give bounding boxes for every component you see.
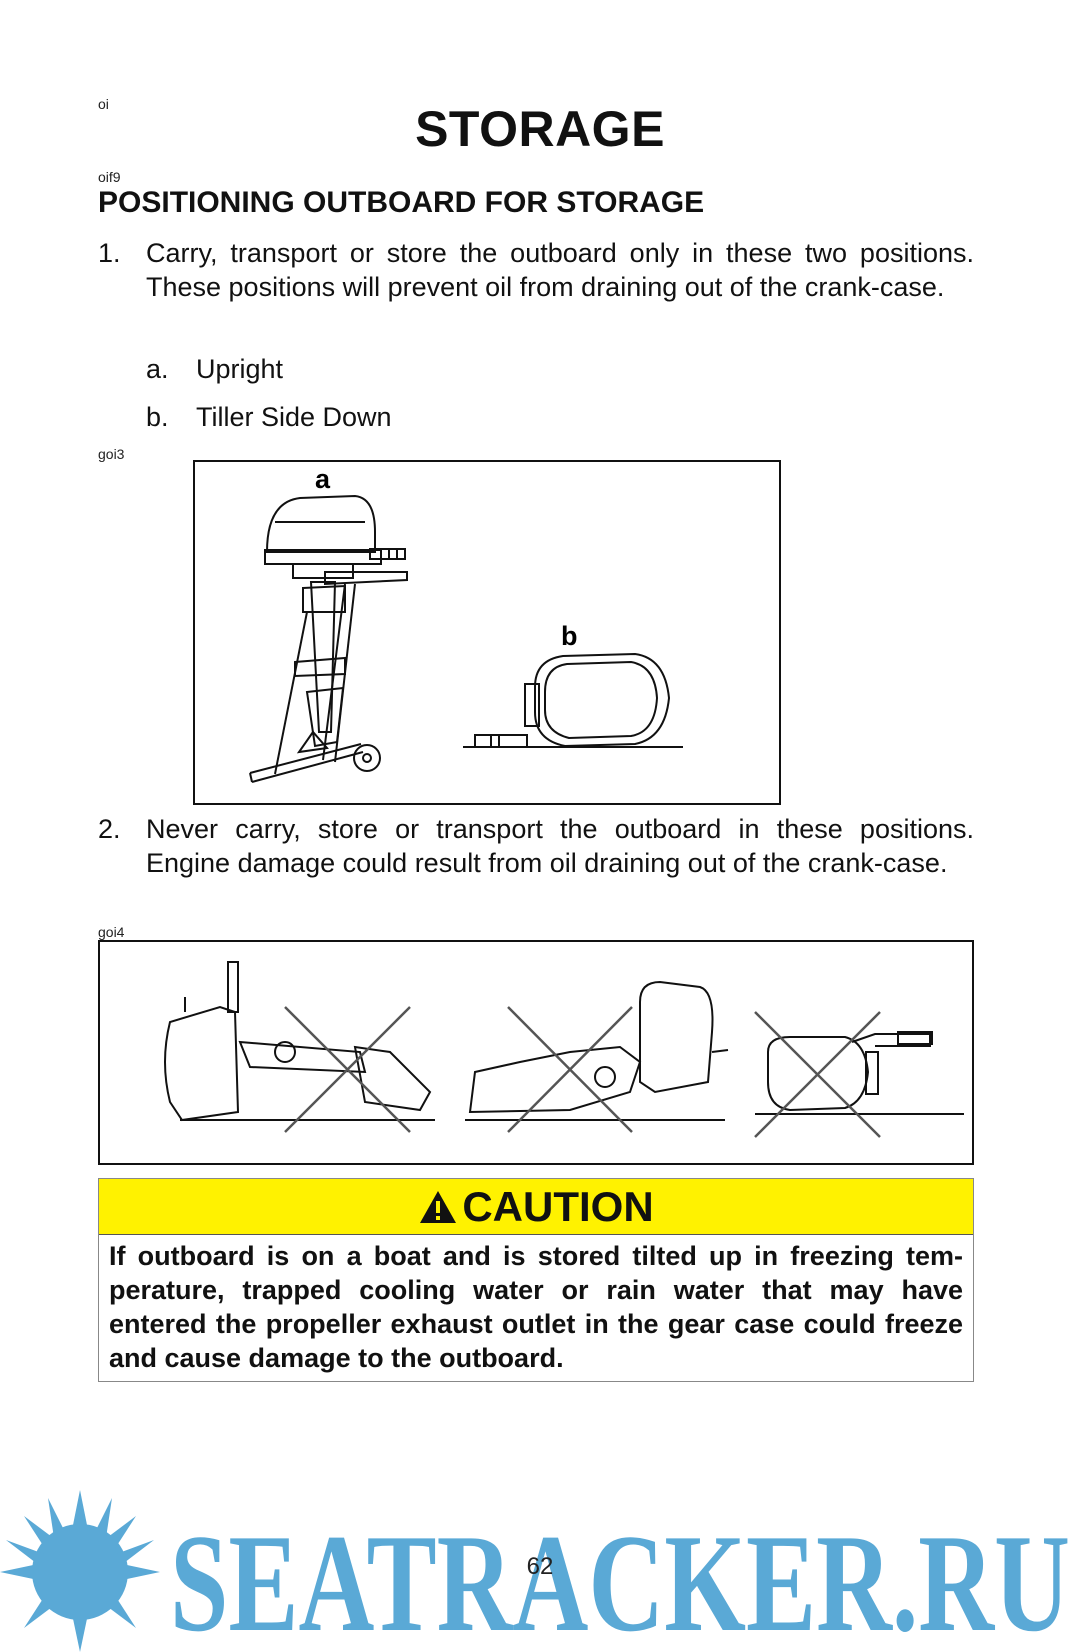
figure-incorrect-drawing xyxy=(100,942,976,1167)
caution-text: If outboard is on a boat and is stored tilted up in freezing tem-perature, trapped cooling water or rain water that may have entered the propeller exhaust outlet in the gear case could freeze and cause damage to the outboard. xyxy=(109,1241,963,1373)
stand-base xyxy=(252,752,363,782)
stand-wheel xyxy=(354,745,380,771)
caution-header xyxy=(99,1179,973,1235)
figure-incorrect-positions xyxy=(98,940,974,1165)
figure2-code: goi4 xyxy=(98,924,125,940)
item-text: Never carry, store or transport the outboard in these positions. Engine damage could result from oil draining out of the crank-case. xyxy=(146,814,974,878)
figure-label-b: b xyxy=(561,621,578,651)
caution-label: CAUTION xyxy=(462,1182,654,1230)
figure1-code: goi3 xyxy=(98,446,125,462)
page-title: STORAGE xyxy=(415,101,665,157)
lying-tiller xyxy=(475,735,527,747)
figure-correct-drawing xyxy=(195,462,783,807)
figure-correct-positions xyxy=(193,460,781,805)
figure-label-a: a xyxy=(315,464,331,494)
caution-box xyxy=(98,1178,974,1382)
header-code: oi xyxy=(98,96,109,112)
sub-item-text: Upright xyxy=(196,354,284,384)
item-number: 2. xyxy=(98,814,121,844)
section-code: oif9 xyxy=(98,169,121,185)
page-number: 62 xyxy=(526,1553,554,1580)
svg-text:SEATRACKER.RU: SEATRACKER.RU xyxy=(170,1506,1070,1652)
driveshaft-housing xyxy=(311,582,335,732)
sub-item-text: Tiller Side Down xyxy=(196,402,392,432)
sub-item-number: b. xyxy=(146,402,169,432)
engine-cowl xyxy=(267,496,375,552)
sub-item-number: a. xyxy=(146,354,169,384)
item-text: Carry, transport or store the outboard only in these two positions. These positions will prevent oil from draining out of the crank-case. xyxy=(146,238,974,302)
wrong-engine-1-cowl xyxy=(165,1007,238,1120)
section-title: POSITIONING OUTBOARD FOR STORAGE xyxy=(98,186,705,219)
item-number: 1. xyxy=(98,238,121,268)
warning-triangle-icon xyxy=(418,1189,458,1225)
